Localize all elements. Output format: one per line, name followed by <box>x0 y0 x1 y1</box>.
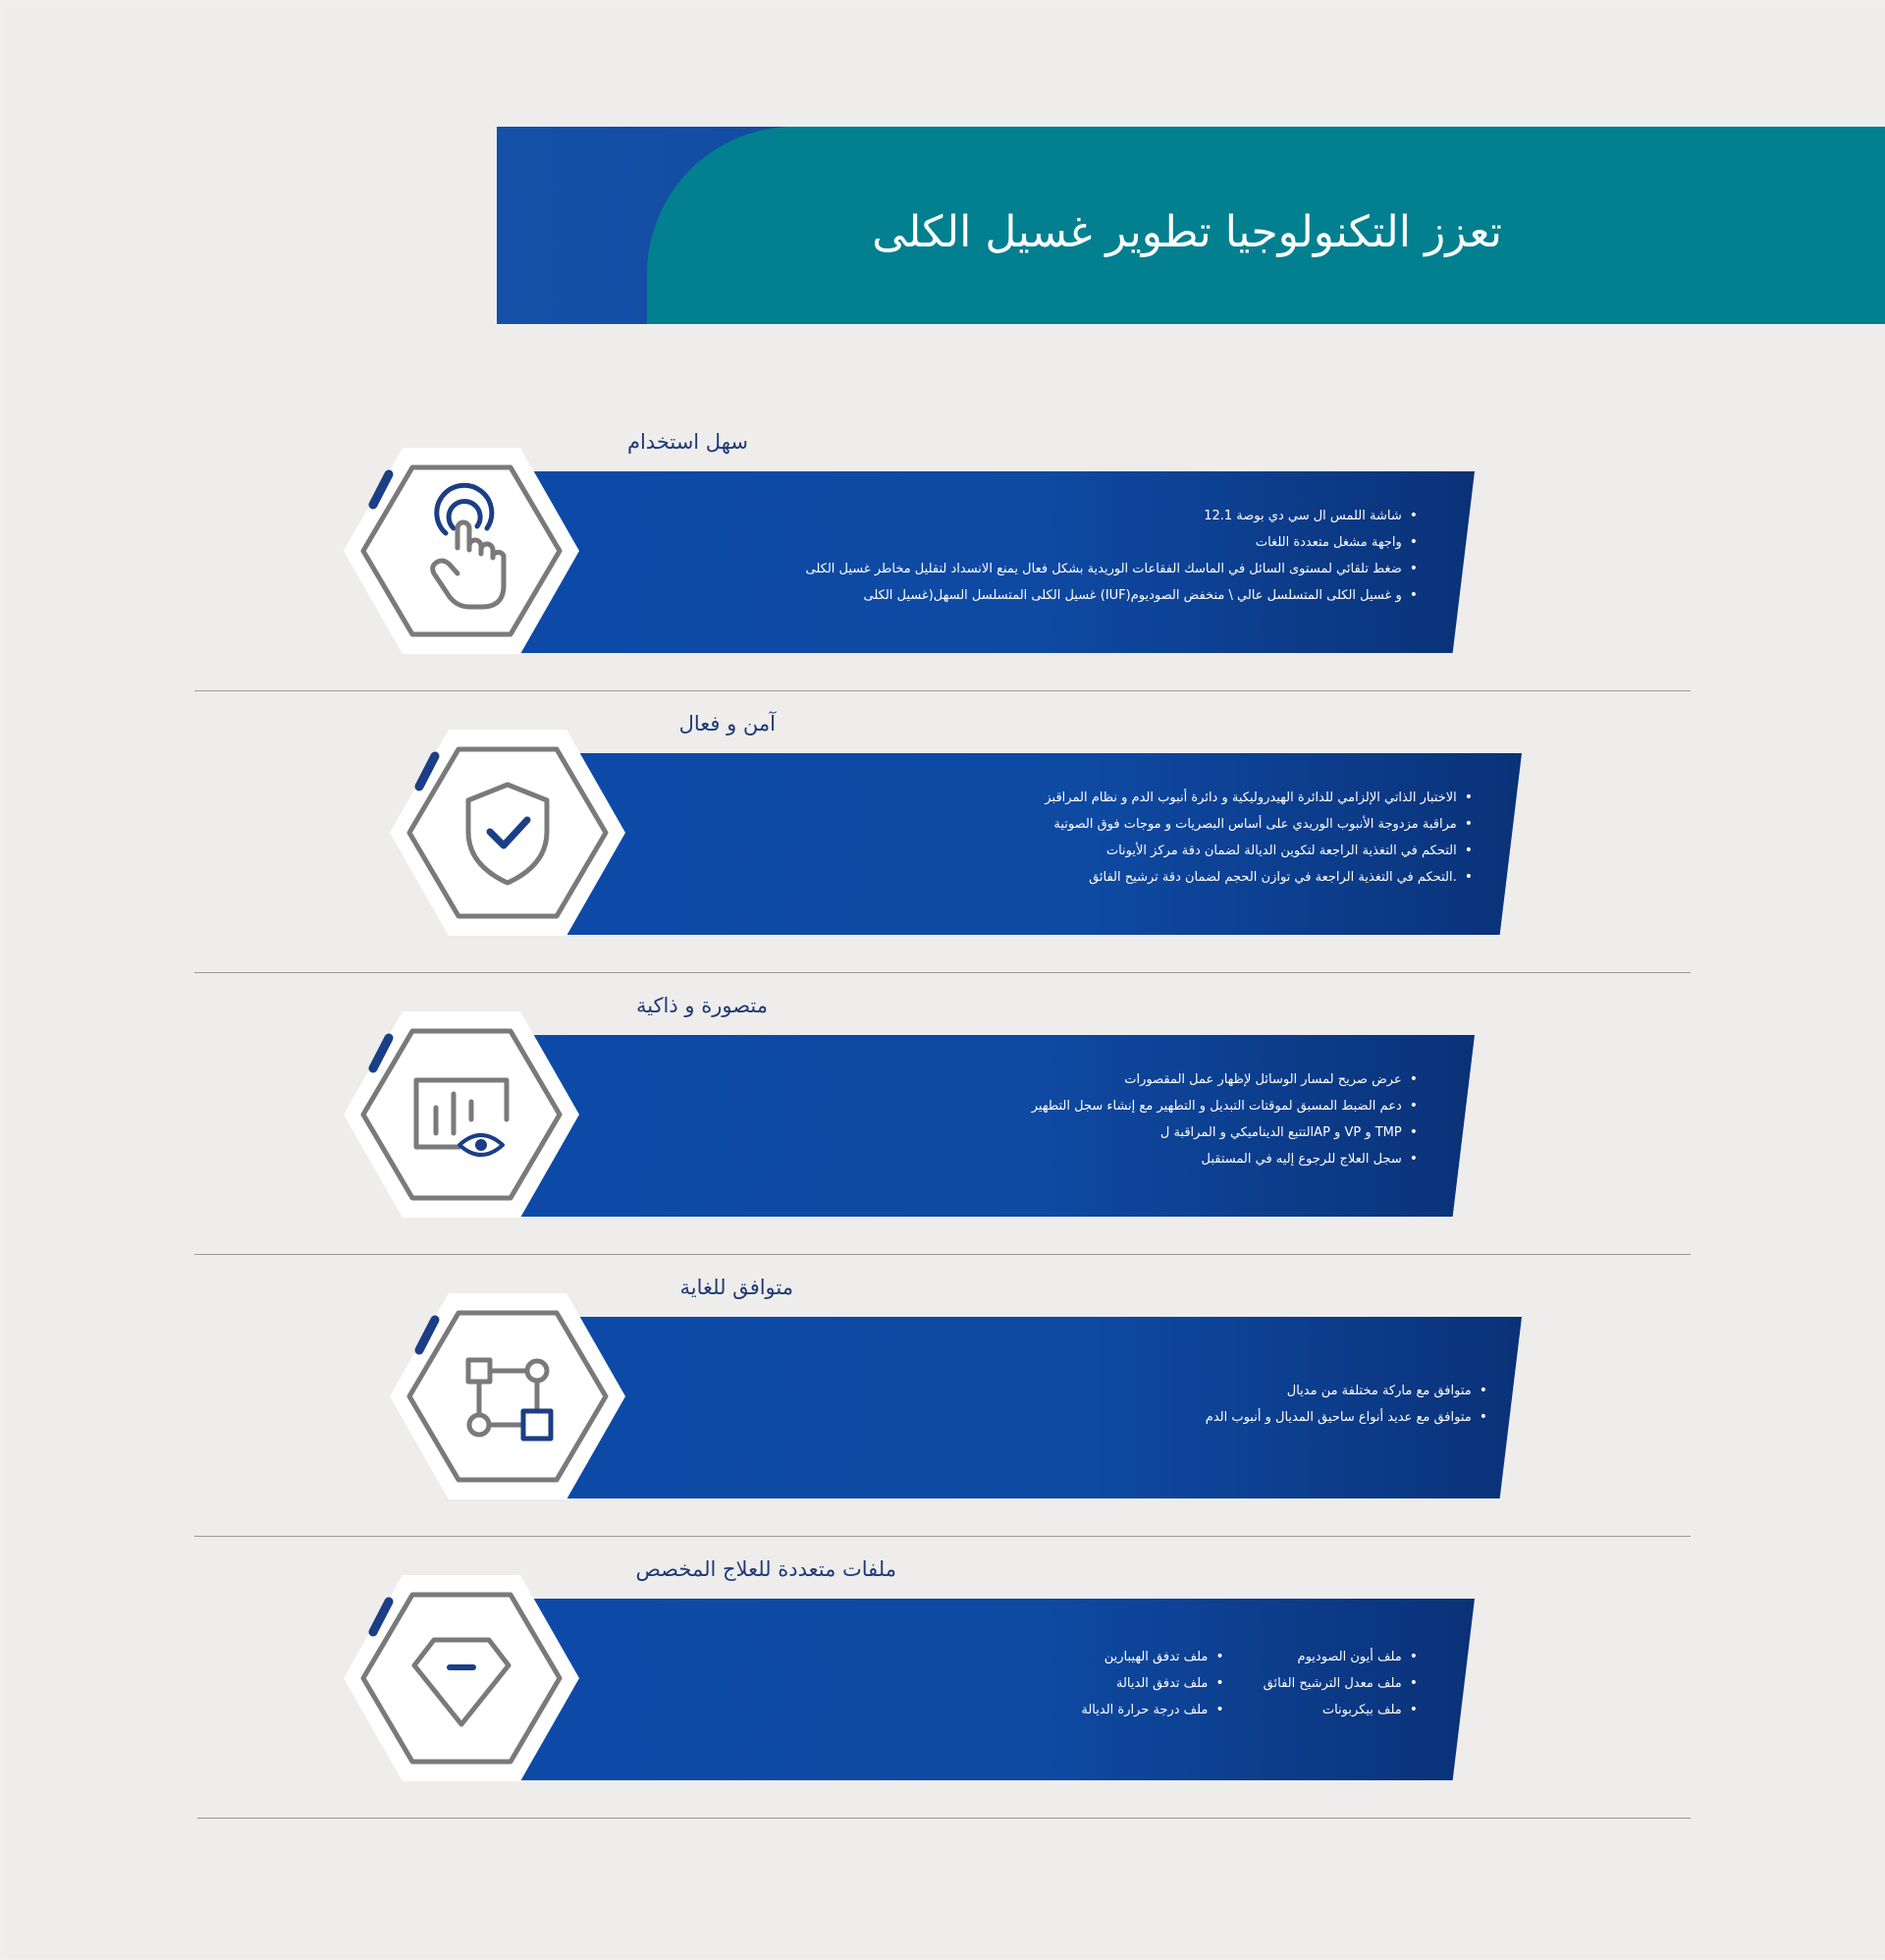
list-item: • ملف أيون الصوديوم <box>1264 1644 1418 1670</box>
section-title: متوافق للغاية <box>679 1276 793 1299</box>
bullet-list <box>1045 785 1473 891</box>
list-item: • ملف بيكربونات <box>1264 1697 1418 1723</box>
bullet-list <box>806 503 1418 609</box>
list-item: • .التحكم في التغذية الراجعة في توازن الحجم لضمان دقة ترشيح الفائق <box>1045 864 1473 891</box>
bullet-list <box>1081 1644 1418 1723</box>
bullet-list <box>1032 1066 1418 1172</box>
section-title: ملفات متعددة للعلاج المخصص <box>635 1557 896 1581</box>
list-item: • شاشة اللمس ال سي دي بوصة 12.1 <box>806 503 1418 529</box>
list-item: • دعم الضبط المسبق لموقتات التبديل و التطهير مع إنشاء سجل التطهير <box>1032 1093 1418 1119</box>
section-title: متصورة و ذاكية <box>635 994 768 1017</box>
list-item: • عرض صريح لمسار الوسائل لإظهار عمل المقصورات <box>1032 1066 1418 1093</box>
feature-section-profiles <box>0 1530 1885 1766</box>
list-item: • ملف تدفق الهيبارين <box>1081 1644 1223 1670</box>
feature-section-safe-effective <box>0 684 1885 920</box>
list-item: • متوافق مع عديد أنواع ساحيق المديال و أنبوب الدم <box>1206 1404 1487 1431</box>
bullet-list <box>1206 1378 1487 1431</box>
list-item: • سجل العلاج للرجوع إليه في المستقبل <box>1032 1146 1418 1172</box>
list-item: • و غسيل الكلى المتسلسل عالي \ منخفض الصوديوم(IUF) غسيل الكلى المتسلسل السهل(غسيل الكلى <box>806 582 1418 609</box>
list-item: • الاختبار الذاتي الإلزامي للدائرة الهيدروليكية و دائرة أنبوب الدم و نظام المراقبز <box>1045 785 1473 811</box>
list-item: • التحكم في التغذية الراجعة لتكوين الديالة لضمان دقة مركز الأيونات <box>1045 838 1473 864</box>
feature-section-ease-of-use <box>0 403 1885 638</box>
list-item: • واجهة مشغل متعددة اللغات <box>806 529 1418 556</box>
section-title: سهل استخدام <box>626 430 748 454</box>
feature-section-compatible <box>0 1248 1885 1484</box>
section-title: آمن و فعال <box>678 712 776 735</box>
hexagon-badge <box>344 1011 579 1218</box>
hexagon-badge <box>344 1575 579 1781</box>
list-item: • ملف درجة حرارة الديالة <box>1081 1697 1223 1723</box>
list-item: • مراقبة مزدوجة الأنبوب الوريدي على أساس البصريات و موجات فوق الصوتية <box>1045 811 1473 838</box>
header-banner <box>497 127 1885 324</box>
list-item: • ملف تدفق الديالة <box>1081 1670 1223 1697</box>
feature-section-visual-smart <box>0 966 1885 1202</box>
hexagon-badge <box>390 1293 625 1499</box>
hexagon-badge <box>344 448 579 654</box>
hexagon-badge <box>390 730 625 936</box>
list-item: • ملف معدل الترشيح الفائق <box>1264 1670 1418 1697</box>
list-item: • متوافق مع ماركة مختلفة من مديال <box>1206 1378 1487 1404</box>
section-divider <box>197 1818 1691 1819</box>
banner-title: تعزز التكنولوجيا تطوير غسيل الكلى <box>872 207 1502 257</box>
list-item: • ضغط تلقائي لمستوى السائل في الماسك الفقاعات الوريدية بشكل فعال يمنع الانسداد لتقليل مخاطر غسيل الكلى <box>806 556 1418 582</box>
list-item: • TMP و VP و APالتتبع الديناميكي و المراقبة ل <box>1032 1119 1418 1146</box>
